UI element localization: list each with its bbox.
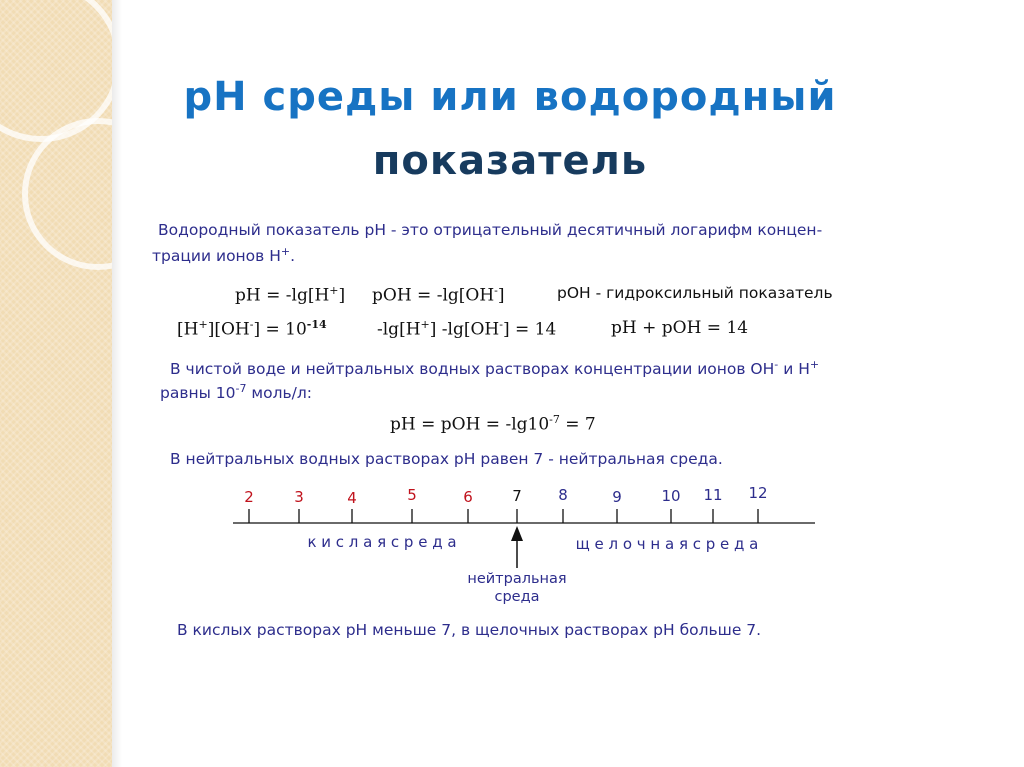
poh-description: pOH - гидроксильный показатель bbox=[557, 284, 833, 302]
formula-ph: pH = -lg[H+] bbox=[235, 284, 346, 306]
neutral-medium-label-2: среда bbox=[494, 589, 540, 605]
definition-line1: Водородный показатель pH - это отрицательный десятичный логарифм концен- bbox=[158, 221, 823, 239]
definition-line2: трации ионов Н+. bbox=[152, 245, 296, 266]
ph-tick-label: 10 bbox=[661, 487, 681, 505]
formula-ion-product: $[H^+][OH^-] = 10^{-14}$ bbox=[177, 318, 327, 340]
alkaline-medium-label: щ е л о ч н а я с р е д а bbox=[575, 535, 759, 553]
ph-tick-label: 2 bbox=[244, 488, 254, 506]
ph-tick-label: 11 bbox=[703, 486, 723, 504]
formula-ph-poh-sum: pH + pOH = 14 bbox=[611, 318, 749, 338]
pure-water-line2: равны $10^{-7}$ моль/л: bbox=[160, 382, 312, 403]
formula-log-sum: -lg[H+] -lg[OH-] = 14 bbox=[377, 318, 557, 340]
ph-tick-label: 6 bbox=[463, 488, 473, 506]
neutral-arrow-head bbox=[511, 526, 523, 541]
formula-neutral: pH = pOH = $-\lg 10^{-7} = 7$ bbox=[390, 413, 596, 435]
pure-water-line1: В чистой воде и нейтральных водных растворах концентрации ионов OH- и H+ bbox=[170, 358, 820, 379]
slide-title-line1: pH среды или водородный bbox=[183, 74, 837, 120]
ph-tick-label: 4 bbox=[347, 489, 357, 507]
slide-title-line2: показатель bbox=[372, 138, 648, 184]
ph-tick-label: 9 bbox=[612, 488, 622, 506]
ph-tick-label: 5 bbox=[407, 486, 417, 504]
ph-tick-label: 12 bbox=[748, 484, 768, 502]
neutral-medium-label-1: нейтральная bbox=[467, 571, 567, 587]
acid-medium-label: к и с л а я с р е д а bbox=[307, 533, 457, 551]
formula-poh: pOH = -lg[OH-] bbox=[372, 284, 505, 306]
ph-tick-label: 7 bbox=[512, 487, 522, 505]
conclusion: В кислых растворах pH меньше 7, в щелочных растворах pH больше 7. bbox=[177, 621, 762, 639]
neutral-statement: В нейтральных водных растворах pH равен 7 - нейтральная среда. bbox=[170, 450, 723, 468]
ph-tick-label: 8 bbox=[558, 486, 568, 504]
ph-tick-label: 3 bbox=[294, 488, 304, 506]
